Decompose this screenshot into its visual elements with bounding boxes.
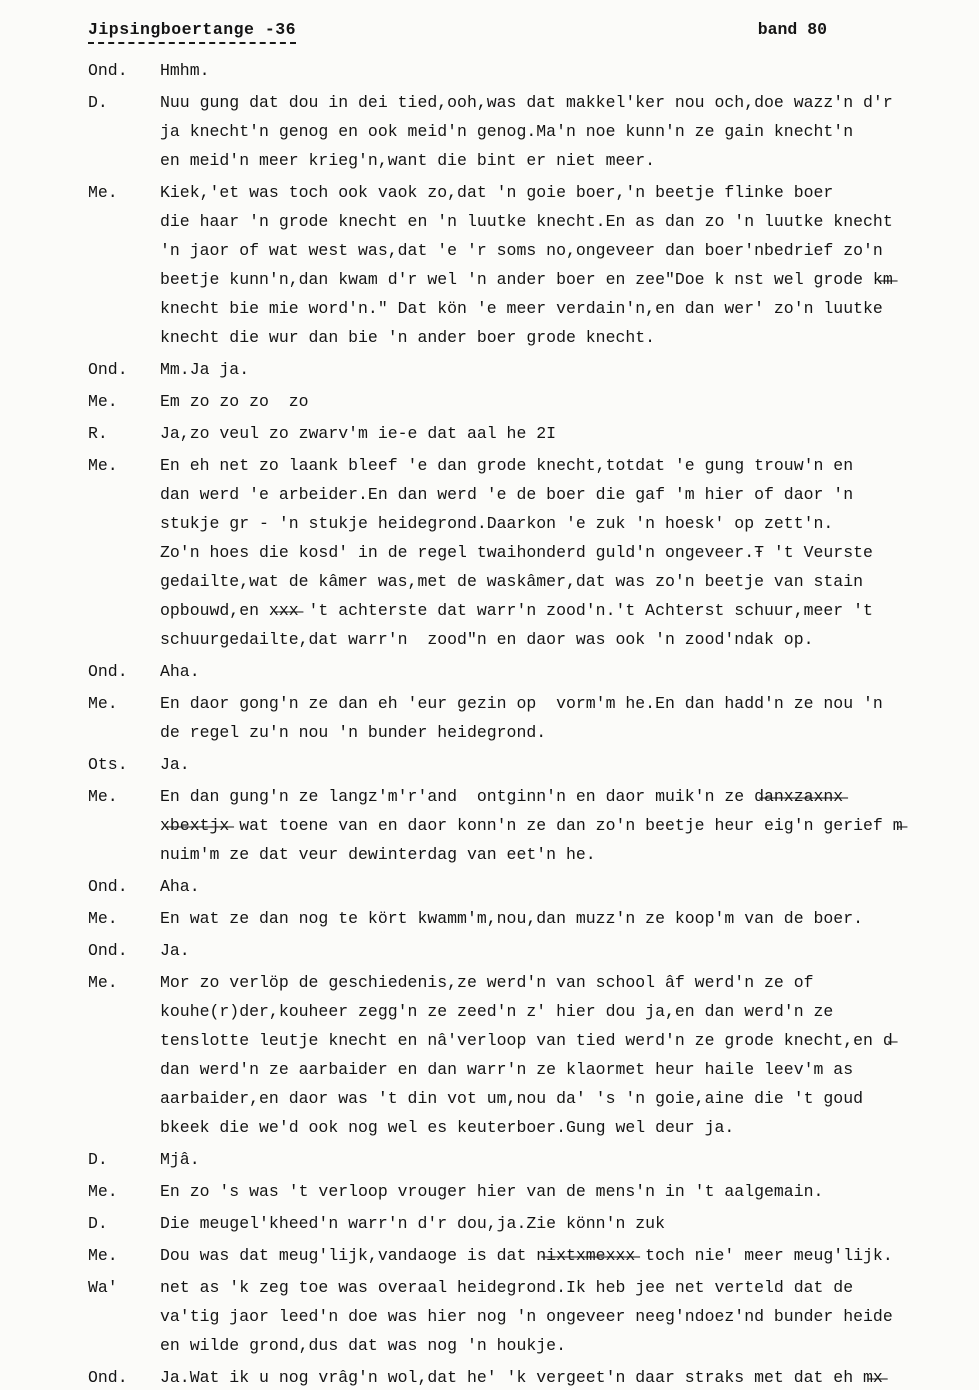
dialogue-lines bbox=[160, 1145, 959, 1174]
dialogue-lines bbox=[160, 1209, 959, 1238]
speaker-label: Me. bbox=[88, 1182, 118, 1201]
dialogue-turn bbox=[88, 1177, 959, 1206]
dialogue-line: stukje gr - 'n stukje heidegrond.Daarkon 'e zuk 'n hoesk' op zett'n. bbox=[160, 514, 834, 533]
dialogue-line: en wilde grond,dus dat was nog 'n houkje. bbox=[160, 1336, 566, 1355]
dialogue-lines bbox=[160, 689, 959, 747]
speaker-label: D. bbox=[88, 1150, 108, 1169]
dialogue-line: Zo'n hoes die kosd' in de regel twaihonderd guld'n ongeveer.Ŧ 't Veurste bbox=[160, 543, 873, 562]
dialogue-line: knecht die wur dan bie 'n ander boer grode knecht. bbox=[160, 328, 656, 347]
speaker-label: Me. bbox=[88, 183, 118, 202]
speaker-label: Me. bbox=[88, 1246, 118, 1265]
dialogue-line: dan werd'n ze aarbaider en dan warr'n ze klaormet heur haile leev'm as bbox=[160, 1060, 854, 1079]
dialogue-turn bbox=[88, 904, 959, 933]
dialogue-turn bbox=[88, 1241, 959, 1270]
dialogue-turn bbox=[88, 56, 959, 85]
dialogue-lines bbox=[160, 419, 959, 448]
dialogue-line: En eh net zo laank bleef 'e dan grode knecht,totdat 'e gung trouw'n en bbox=[160, 456, 854, 475]
speaker-label: Ond. bbox=[88, 360, 128, 379]
speaker-label: Ond. bbox=[88, 61, 128, 80]
dialogue-line: opbouwd,en x̶x̶x̶ 't achterste dat warr'n zood'n.'t Achterst schuur,meer 't bbox=[160, 601, 873, 620]
dialogue-lines bbox=[160, 750, 959, 779]
speaker-label: Me. bbox=[88, 694, 118, 713]
speaker-label: R. bbox=[88, 424, 108, 443]
dialogue-turn bbox=[88, 689, 959, 747]
dialogue-line: Nuu gung dat dou in dei tied,ooh,was dat makkel'ker nou och,doe wazz'n d'r bbox=[160, 93, 893, 112]
dialogue-line: Ja. bbox=[160, 755, 190, 774]
dialogue-lines bbox=[160, 1273, 959, 1360]
dialogue bbox=[0, 50, 979, 1390]
dialogue-line: ja knecht'n genog en ook meid'n genog.Ma'n noe kunn'n ze gain knecht'n bbox=[160, 122, 854, 141]
dialogue-line: Dou was dat meug'lijk,vandaoge is dat n̶i̶x̶t̶x̶m̶e̶x̶x̶x̶ toch nie' meer meug'lijk. bbox=[160, 1246, 893, 1265]
dialogue-line: knecht bie mie word'n." Dat kön 'e meer verdain'n,en dan wer' zo'n luutke bbox=[160, 299, 883, 318]
dialogue-lines bbox=[160, 56, 959, 85]
dialogue-line: Kiek,'et was toch ook vaok zo,dat 'n goie boer,'n beetje flinke boer bbox=[160, 183, 834, 202]
dialogue-line: Aha. bbox=[160, 877, 200, 896]
dialogue-line: aarbaider,en daor was 't din vot um,nou da' 's 'n goie,aine die 't goud bbox=[160, 1089, 864, 1108]
dialogue-lines bbox=[160, 178, 959, 352]
dialogue-lines bbox=[160, 451, 959, 654]
dialogue-lines bbox=[160, 968, 959, 1142]
dialogue-line: Mor zo verlöp de geschiedenis,ze werd'n van school âf werd'n ze of bbox=[160, 973, 814, 992]
dialogue-turn bbox=[88, 968, 959, 1142]
dialogue-turn bbox=[88, 936, 959, 965]
dialogue-line: nuim'm ze dat veur dewinterdag van eet'n he. bbox=[160, 845, 596, 864]
speaker-label: Ots. bbox=[88, 755, 128, 774]
speaker-label: Me. bbox=[88, 787, 118, 806]
dialogue-lines bbox=[160, 782, 959, 869]
dialogue-lines bbox=[160, 1177, 959, 1206]
dialogue-turn bbox=[88, 355, 959, 384]
dialogue-line: Ja,zo veul zo zwarv'm ie-e dat aal he 2I bbox=[160, 424, 557, 443]
speaker-label: Ond. bbox=[88, 877, 128, 896]
dialogue-line: 'n jaor of wat west was,dat 'e 'r soms no,ongeveer dan boer'nbedrief zo'n bbox=[160, 241, 883, 260]
dialogue-lines bbox=[160, 387, 959, 416]
dialogue-line: tenslotte leutje knecht en nâ'verloop van tied werd'n ze grode knecht,en d̶ bbox=[160, 1031, 893, 1050]
dialogue-line: kouhe(r)der,kouheer zegg'n ze zeed'n z' hier dou ja,en dan werd'n ze bbox=[160, 1002, 834, 1021]
dialogue-line: net as 'k zeg toe was overaal heidegrond.Ik heb jee net verteld dat de bbox=[160, 1278, 854, 1297]
dialogue-turn bbox=[88, 872, 959, 901]
speaker-label: Ond. bbox=[88, 662, 128, 681]
speaker-label: Ond. bbox=[88, 1368, 128, 1387]
dialogue-line: de regel zu'n nou 'n bunder heidegrond. bbox=[160, 723, 547, 742]
dialogue-line: Mm.Ja ja. bbox=[160, 360, 250, 379]
dialogue-line: beetje kunn'n,dan kwam d'r wel 'n ander boer en zee"Doe k nst wel grode k̶m̶ bbox=[160, 270, 893, 289]
speaker-label: Me. bbox=[88, 909, 118, 928]
dialogue-lines bbox=[160, 1241, 959, 1270]
speaker-label: Wa' bbox=[88, 1278, 118, 1297]
dialogue-turn bbox=[88, 451, 959, 654]
dialogue-lines bbox=[160, 872, 959, 901]
dialogue-line: En zo 's was 't verloop vrouger hier van de mens'n in 't aalgemain. bbox=[160, 1182, 824, 1201]
dialogue-turn bbox=[88, 750, 959, 779]
speaker-label: Me. bbox=[88, 456, 118, 475]
dialogue-lines bbox=[160, 936, 959, 965]
dialogue-turn bbox=[88, 419, 959, 448]
dialogue-turn bbox=[88, 1145, 959, 1174]
dialogue-line: x̶b̶e̶x̶t̶j̶x̶ wat toene van en daor konn'n ze dan zo'n beetje heur eig'n gerief m̶ bbox=[160, 816, 903, 835]
dialogue-line: dan werd 'e arbeider.En dan werd 'e de boer die gaf 'm hier of daor 'n bbox=[160, 485, 854, 504]
dialogue-line: Ja. bbox=[160, 941, 190, 960]
speaker-label: Me. bbox=[88, 973, 118, 992]
dialogue-turn bbox=[88, 657, 959, 686]
dialogue-line: Ja.Wat ik u nog vrâg'n wol,dat he' 'k vergeet'n daar straks met dat eh m̶x̶ bbox=[160, 1368, 883, 1387]
speaker-label: D. bbox=[88, 1214, 108, 1233]
dialogue-lines bbox=[160, 355, 959, 384]
page-header bbox=[0, 0, 979, 50]
dialogue-line: Die meugel'kheed'n warr'n d'r dou,ja.Zie könn'n zuk bbox=[160, 1214, 665, 1233]
dialogue-line: va'tig jaor leed'n doe was hier nog 'n ongeveer neeg'ndoez'nd bunder heide bbox=[160, 1307, 893, 1326]
dialogue-line: gedailte,wat de kâmer was,met de waskâmer,dat was zo'n beetje van stain bbox=[160, 572, 864, 591]
dialogue-lines bbox=[160, 904, 959, 933]
dialogue-lines bbox=[160, 1363, 959, 1390]
speaker-label: D. bbox=[88, 93, 108, 112]
dialogue-turn bbox=[88, 782, 959, 869]
dialogue-line: en meid'n meer krieg'n,want die bint er niet meer. bbox=[160, 151, 656, 170]
dialogue-turn bbox=[88, 1209, 959, 1238]
speaker-label: Ond. bbox=[88, 941, 128, 960]
dialogue-line: En daor gong'n ze dan eh 'eur gezin op vorm'm he.En dan hadd'n ze nou 'n bbox=[160, 694, 883, 713]
dialogue-turn bbox=[88, 88, 959, 175]
dialogue-line: En wat ze dan nog te kört kwamm'm,nou,dan muzz'n ze koop'm van de boer. bbox=[160, 909, 864, 928]
dialogue-line: En dan gung'n ze langz'm'r'and ontginn'n en daor muik'n ze d̶a̶n̶x̶z̶a̶x̶n̶x̶ bbox=[160, 787, 844, 806]
dialogue-turn bbox=[88, 1273, 959, 1360]
dialogue-line: Mjâ. bbox=[160, 1150, 200, 1169]
dialogue-lines bbox=[160, 88, 959, 175]
dialogue-line: Aha. bbox=[160, 662, 200, 681]
dialogue-line: Em zo zo zo zo bbox=[160, 392, 309, 411]
dialogue-turn bbox=[88, 1363, 959, 1390]
dialogue-turn bbox=[88, 387, 959, 416]
dialogue-lines bbox=[160, 657, 959, 686]
dialogue-line: bkeek die we'd ook nog wel es keuterboer.Gung wel deur ja. bbox=[160, 1118, 735, 1137]
dialogue-line: schuurgedailte,dat warr'n zood"n en daor was ook 'n zood'ndak op. bbox=[160, 630, 814, 649]
speaker-label: Me. bbox=[88, 392, 118, 411]
band-label: band 80 bbox=[757, 20, 827, 39]
dialogue-line: Hmhm. bbox=[160, 61, 210, 80]
dialogue-line: die haar 'n grode knecht en 'n luutke knecht.En as dan zo 'n luutke knecht bbox=[160, 212, 893, 231]
page-title: Jipsingboertange -36 bbox=[88, 20, 296, 44]
dialogue-turn bbox=[88, 178, 959, 352]
